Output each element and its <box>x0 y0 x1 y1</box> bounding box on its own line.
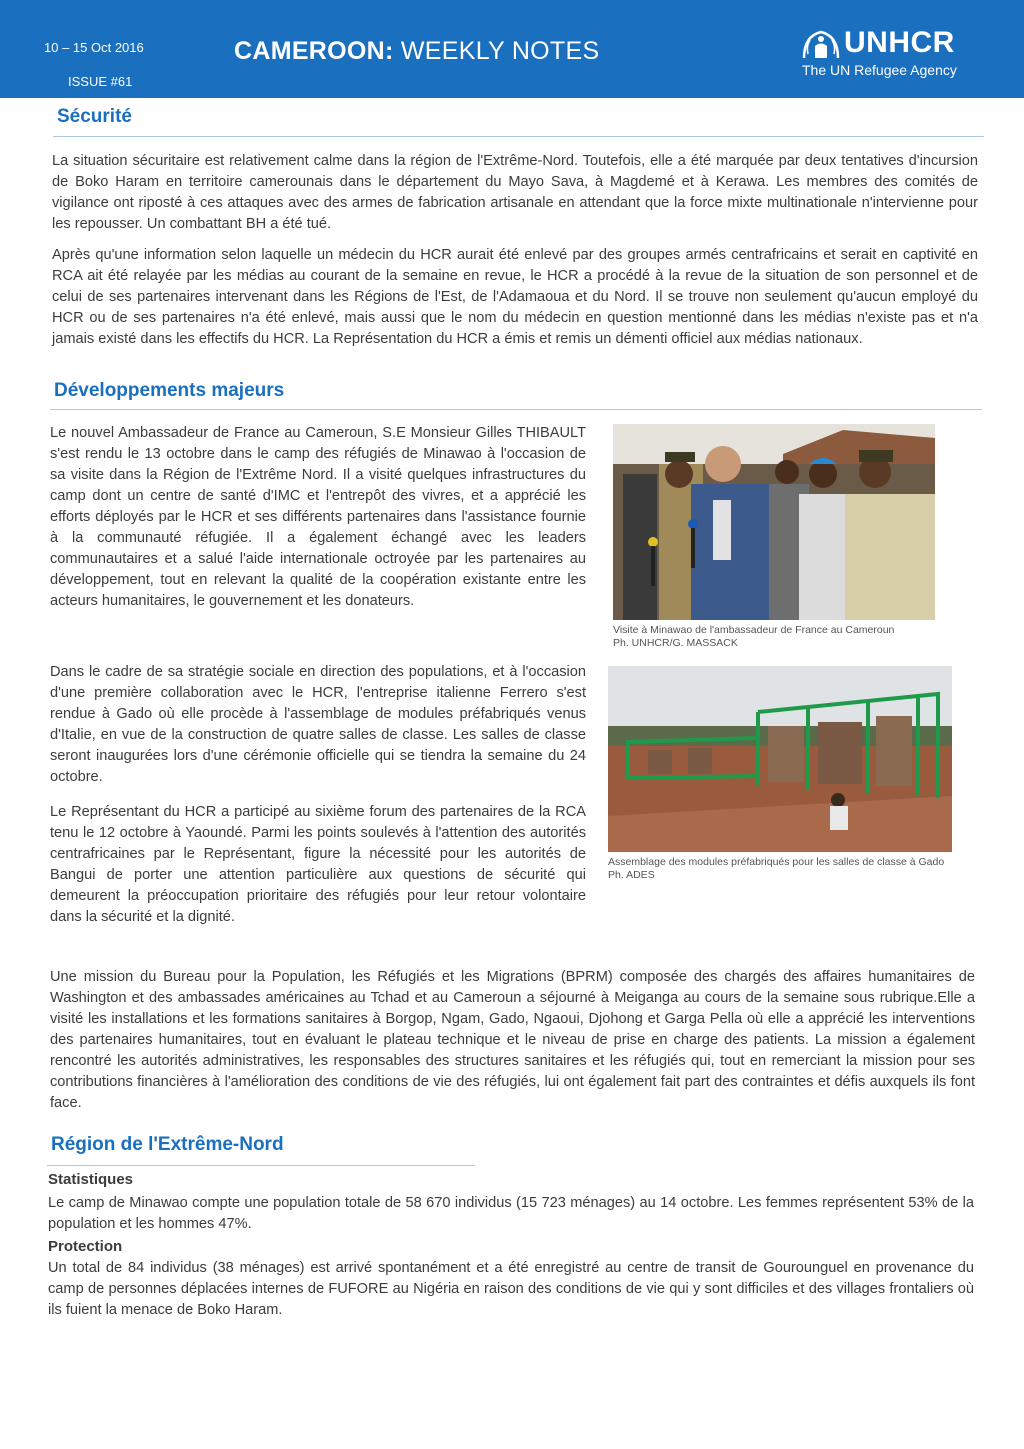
developpements-paragraph-4: Une mission du Bureau pour la Population, les Réfugiés et les Migrations (BPRM) composée des chargés des affaires humanitaires de Washington et des ambassades américaines au Tchad et au Cameroun a séjourné à Meiganga au cours de la semaine sous rubrique.Elle a visité les installations et les formations sanitaires à Borgop, Ngam, Gado, Ngaoui, Djohong et Garga Pella où elle a apprécié les interventions des partenaires humanitaires, tout en évaluant le plateau technique et le niveau de prise en charge des patients. La mission a également rencontré les autorités administratives, les responsables des structures sanitaires et les réfugiés qui, tout en remerciant la mission pour ses contributions financières à l'amélioration des conditions de vie des réfugiés, lui ont également fait part des contraintes et défis auxquels ils font face. <box>50 969 975 1111</box>
page-title <box>234 37 599 66</box>
section-heading-developpements: Développements majeurs <box>54 380 285 401</box>
photo1-credit: Ph. UNHCR/G. MASSACK <box>613 637 738 649</box>
logo-tagline: The UN Refugee Agency <box>802 62 957 78</box>
page-header <box>0 0 1024 98</box>
section-divider <box>47 1165 475 1166</box>
photo1-caption <box>613 624 943 650</box>
photo2-credit: Ph. ADES <box>608 869 655 881</box>
issue-number: ISSUE #61 <box>68 74 133 89</box>
protection-title: Protection <box>48 1238 123 1255</box>
photo-ambassador-visit <box>613 424 935 620</box>
section-divider <box>53 136 984 137</box>
photo2-caption <box>608 856 960 882</box>
securite-paragraph-2: Après qu'une information selon laquelle un médecin du HCR aurait été enlevé par des groupes armés centrafricains et serait en captivité en RCA ait été relayée par les médias au courant de la semaine en revue, le HCR a procédé à la revue de la situation de son personnel et de celui de ses partenaires intervenant dans les Régions de l'Est, de l'Adamaoua et du Nord. Il se trouve non seulement qu'aucun employé du HCR ou de ses partenaires n'a été enlevé, mais aussi que le nom du médecin en question mentionné dans les médias n'existe pas et n'a jamais existé dans les effectifs du HCR. La Représentation du HCR a émis et remis un démenti officiel aux médias nationaux. <box>52 247 978 347</box>
photo-classroom-modules <box>608 666 952 852</box>
section-heading-securite: Sécurité <box>57 106 132 127</box>
unhcr-emblem-icon <box>800 28 842 62</box>
statistiques-text: Le camp de Minawao compte une population totale de 58 670 individus (15 723 ménages) au 14 octobre. Les femmes représentent 53% de la population et les hommes 47%. <box>48 1195 974 1232</box>
title-rest: WEEKLY NOTES <box>393 37 600 65</box>
section-divider <box>50 409 982 410</box>
statistiques-title: Statistiques <box>48 1171 134 1188</box>
securite-paragraph-1: La situation sécuritaire est relativement calme dans la région de l'Extrême-Nord. Toutefois, elle a été marquée par deux tentatives d'incursion de Boko Haram en territoire camerounais dans le département du Mayo Sava, à Magdemé et à Kerawa. Les membres des comités de vigilance ont riposté à ces attaques avec des armes de fabrication artisanale en attendant que la force mixte multinationale n'intervienne pour les repousser. Un combattant BH a été tué. <box>52 153 978 232</box>
title-country: CAMEROON: <box>234 37 394 65</box>
unhcr-logo <box>800 28 990 84</box>
developpements-paragraph-1: Le nouvel Ambassadeur de France au Cameroun, S.E Monsieur Gilles THIBAULT s'est rendu le 13 octobre dans le camp des réfugiés de Minawao à l'occasion de sa visite dans la Région de l'Extrême Nord. Il a visité quelques infrastructures du camp dont un centre de santé d'IMC et l'entrepôt des vivres, et a apprécié les efforts déployés par le HCR et ses différents partenaires dans l'assistance fournie à la communauté réfugiée. Il a également échangé avec les leaders communautaires et a salué l'aide internationale octroyée par les partenaires au développement, tout en relevant la qualité de la coopération existante entre les acteurs humanitaires, le gouvernement et les donateurs. <box>50 425 586 609</box>
photo2-caption-text: Assemblage des modules préfabriqués pour les salles de classe à Gado <box>608 856 945 868</box>
developpements-paragraph-3: Le Représentant du HCR a participé au sixième forum des partenaires de la RCA tenu le 12 octobre à Yaoundé. Parmi les points soulevés à l'attention des autorités centrafricaines par le Représentant, figure la nécessité pour les autorités de Bangui de porter une attention particulière aux questions de sécurité qui demeurent la préoccupation prioritaire des réfugiés pour leur retour volontaire dans la sécurité et la dignité. <box>50 804 586 925</box>
photo1-caption-text: Visite à Minawao de l'ambassadeur de France au Cameroun <box>613 624 895 636</box>
section-heading-extreme-nord: Région de l'Extrême-Nord <box>51 1134 284 1155</box>
developpements-paragraph-2: Dans le cadre de sa stratégie sociale en direction des populations, et à l'occasion d'une première collaboration avec le HCR, l'entreprise italienne Ferrero s'est rendue à Gado où elle procède à l'assemblage de modules préfabriqués venus d'Italie, en vue de la construction de quatre salles de classe. Les salles de classe seront inaugurées lors d'une cérémonie officielle qui se tiendra la semaine du 24 octobre. <box>50 664 586 785</box>
logo-name: UNHCR <box>844 26 955 59</box>
issue-dates: 10 – 15 Oct 2016 <box>44 40 144 55</box>
protection-text: Un total de 84 individus (38 ménages) est arrivé spontanément et a été enregistré au centre de transit de Gourounguel en provenance du camp de personnes déplacées internes de FUFORE au Nigéria en raison des conditions de vie qui y sont difficiles et des villages frontaliers où ils fuient la menace de Boko Haram. <box>48 1260 974 1318</box>
